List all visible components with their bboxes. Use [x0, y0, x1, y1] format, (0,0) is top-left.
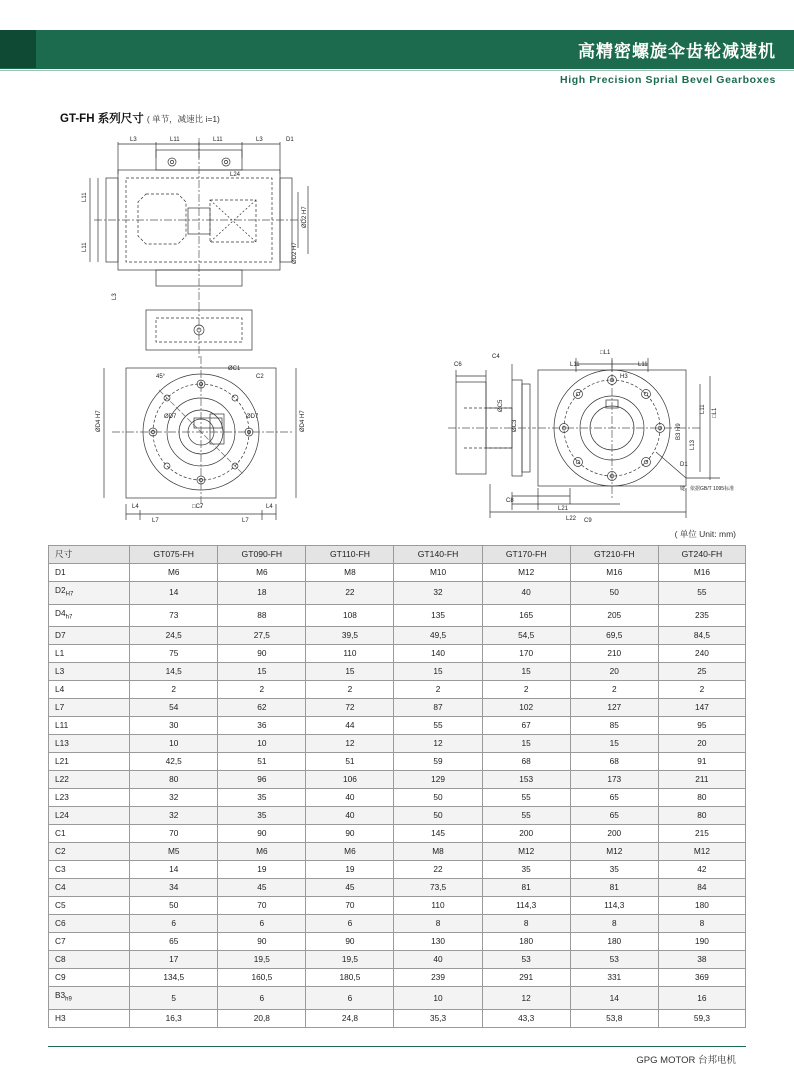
- svg-text:□C7: □C7: [192, 504, 204, 510]
- table-cell: 110: [394, 897, 482, 915]
- table-cell: 160,5: [218, 969, 306, 987]
- table-cell: 55: [394, 717, 482, 735]
- table-cell: M10: [394, 564, 482, 582]
- table-cell: 34: [130, 879, 218, 897]
- table-cell: 88: [218, 604, 306, 627]
- table-row: [49, 987, 746, 1010]
- svg-text:□L1: □L1: [712, 407, 718, 418]
- table-cell: 17: [130, 951, 218, 969]
- header-divider-light: [0, 70, 794, 71]
- table-cell: M6: [218, 564, 306, 582]
- table-cell: 65: [570, 789, 658, 807]
- table-cell: 10: [130, 735, 218, 753]
- svg-text:ØD4 H7: ØD4 H7: [96, 410, 102, 432]
- table-cell: 69,5: [570, 627, 658, 645]
- table-row: [49, 753, 746, 771]
- table-cell: 331: [570, 969, 658, 987]
- table-cell: 35: [482, 861, 570, 879]
- table-cell: 6: [218, 915, 306, 933]
- col-header-gt140: GT140-FH: [394, 546, 482, 564]
- table-cell: M12: [658, 843, 745, 861]
- table-cell: M5: [130, 843, 218, 861]
- table-cell: 6: [306, 915, 394, 933]
- table-cell: 53: [570, 951, 658, 969]
- table-cell: 127: [570, 699, 658, 717]
- table-cell: M6: [218, 843, 306, 861]
- table-cell: 134,5: [130, 969, 218, 987]
- table-cell: 114,3: [570, 897, 658, 915]
- table-cell: 72: [306, 699, 394, 717]
- svg-text:L22: L22: [566, 516, 577, 522]
- table-cell: 40: [306, 807, 394, 825]
- header-title-cn: 高精密螺旋伞齿轮减速机: [578, 42, 776, 62]
- table-cell: 15: [570, 735, 658, 753]
- table-cell: 10: [394, 987, 482, 1010]
- svg-text:L21: L21: [558, 506, 569, 512]
- svg-text:ØD2 H7: ØD2 H7: [292, 242, 298, 264]
- table-row: [49, 789, 746, 807]
- col-header-gt090: GT090-FH: [218, 546, 306, 564]
- table-cell: 90: [218, 645, 306, 663]
- table-cell: 80: [130, 771, 218, 789]
- section-title-text: GT-FH 系列尺寸: [60, 113, 144, 125]
- table-cell: 45: [218, 879, 306, 897]
- table-cell: M12: [570, 843, 658, 861]
- technical-drawing: [60, 132, 736, 522]
- table-cell: 38: [658, 951, 745, 969]
- svg-text:B3 H9: B3 H9: [676, 423, 682, 440]
- table-cell: M12: [482, 564, 570, 582]
- table-cell: 200: [570, 825, 658, 843]
- table-cell: 170: [482, 645, 570, 663]
- table-cell: 73: [130, 604, 218, 627]
- row-label: C2: [49, 843, 130, 861]
- table-cell: 32: [394, 582, 482, 605]
- table-cell: 80: [658, 807, 745, 825]
- table-cell: 20,8: [218, 1009, 306, 1027]
- table-cell: 32: [130, 789, 218, 807]
- col-header-gt170: GT170-FH: [482, 546, 570, 564]
- table-cell: 5: [130, 987, 218, 1010]
- col-header-dimension: 尺寸: [49, 546, 130, 564]
- table-cell: 35: [218, 807, 306, 825]
- header-dark-accent: [0, 30, 36, 68]
- col-header-gt075: GT075-FH: [130, 546, 218, 564]
- table-cell: 84,5: [658, 627, 745, 645]
- table-cell: 114,3: [482, 897, 570, 915]
- table-cell: 40: [394, 951, 482, 969]
- table-cell: 2: [658, 681, 745, 699]
- table-cell: 90: [218, 933, 306, 951]
- table-cell: 215: [658, 825, 745, 843]
- table-cell: 8: [394, 915, 482, 933]
- table-cell: 65: [570, 807, 658, 825]
- table-cell: 18: [218, 582, 306, 605]
- table-row: [49, 663, 746, 681]
- table-cell: 36: [218, 717, 306, 735]
- table-cell: 15: [218, 663, 306, 681]
- table-cell: 19: [306, 861, 394, 879]
- table-cell: 19,5: [218, 951, 306, 969]
- table-cell: 32: [130, 807, 218, 825]
- table-row: [49, 699, 746, 717]
- row-label: C6: [49, 915, 130, 933]
- table-cell: 135: [394, 604, 482, 627]
- table-cell: 200: [482, 825, 570, 843]
- table-cell: 12: [306, 735, 394, 753]
- section-title: [60, 110, 220, 126]
- drawing-svg: [60, 132, 736, 522]
- row-label: C1: [49, 825, 130, 843]
- table-cell: 2: [306, 681, 394, 699]
- table-cell: 10: [218, 735, 306, 753]
- svg-text:L13: L13: [690, 439, 696, 450]
- page-header: [0, 30, 794, 68]
- table-cell: 20: [658, 735, 745, 753]
- row-label: C3: [49, 861, 130, 879]
- table-cell: 6: [218, 987, 306, 1010]
- svg-text:C2: C2: [256, 374, 264, 380]
- table-cell: 205: [570, 604, 658, 627]
- footer-text: GPG MOTOR 台邦电机: [636, 1055, 736, 1066]
- table-cell: 129: [394, 771, 482, 789]
- table-row: [49, 582, 746, 605]
- table-cell: 24,5: [130, 627, 218, 645]
- svg-text:键、依据GB/T 1095标准: 键、依据GB/T 1095标准: [680, 486, 735, 492]
- table-row: [49, 681, 746, 699]
- header-divider: [0, 68, 794, 69]
- table-cell: 50: [394, 807, 482, 825]
- table-row: [49, 717, 746, 735]
- svg-text:L11: L11: [170, 137, 180, 143]
- table-cell: 70: [218, 897, 306, 915]
- svg-text:ØD4 H7: ØD4 H7: [300, 410, 306, 432]
- col-header-gt110: GT110-FH: [306, 546, 394, 564]
- table-cell: 68: [482, 753, 570, 771]
- table-cell: 2: [394, 681, 482, 699]
- table-cell: 6: [130, 915, 218, 933]
- table-cell: 50: [394, 789, 482, 807]
- svg-text:L7: L7: [152, 518, 159, 522]
- table-cell: 190: [658, 933, 745, 951]
- row-label: L1: [49, 645, 130, 663]
- svg-text:L11: L11: [570, 362, 580, 368]
- table-row: [49, 897, 746, 915]
- table-cell: 35,3: [394, 1009, 482, 1027]
- table-row: [49, 915, 746, 933]
- table-row: [49, 627, 746, 645]
- table-row: [49, 735, 746, 753]
- row-label: L21: [49, 753, 130, 771]
- row-label: D1: [49, 564, 130, 582]
- table-cell: 173: [570, 771, 658, 789]
- svg-text:L24: L24: [230, 172, 241, 178]
- table-cell: 51: [218, 753, 306, 771]
- svg-text:ØC5: ØC5: [498, 399, 504, 412]
- table-cell: 15: [482, 663, 570, 681]
- table-cell: 67: [482, 717, 570, 735]
- table-cell: 210: [570, 645, 658, 663]
- table-cell: M6: [306, 843, 394, 861]
- row-label: C8: [49, 951, 130, 969]
- table-cell: 291: [482, 969, 570, 987]
- table-cell: 40: [306, 789, 394, 807]
- row-label: $D2_{H7}$: [49, 582, 130, 605]
- table-cell: 84: [658, 879, 745, 897]
- svg-text:L3: L3: [112, 293, 118, 300]
- table-cell: 45: [306, 879, 394, 897]
- row-label: L11: [49, 717, 130, 735]
- table-cell: M16: [570, 564, 658, 582]
- svg-text:C8: C8: [506, 498, 514, 504]
- table-cell: 49,5: [394, 627, 482, 645]
- table-cell: 42: [658, 861, 745, 879]
- spec-table-wrap: [48, 545, 746, 1028]
- table-cell: 147: [658, 699, 745, 717]
- table-cell: M12: [482, 843, 570, 861]
- table-cell: 180: [482, 933, 570, 951]
- table-cell: 110: [306, 645, 394, 663]
- row-label: C4: [49, 879, 130, 897]
- table-cell: 369: [658, 969, 745, 987]
- table-cell: 81: [570, 879, 658, 897]
- table-cell: 50: [570, 582, 658, 605]
- table-cell: 53: [482, 951, 570, 969]
- row-label: L7: [49, 699, 130, 717]
- svg-text:D1: D1: [286, 137, 294, 143]
- table-cell: 22: [306, 582, 394, 605]
- table-cell: 22: [394, 861, 482, 879]
- table-cell: 91: [658, 753, 745, 771]
- table-cell: 16: [658, 987, 745, 1010]
- row-label: D7: [49, 627, 130, 645]
- table-row: [49, 843, 746, 861]
- svg-text:ØC1: ØC1: [228, 366, 241, 372]
- table-cell: 19,5: [306, 951, 394, 969]
- table-cell: 50: [130, 897, 218, 915]
- table-cell: 14: [130, 861, 218, 879]
- table-cell: 90: [306, 933, 394, 951]
- svg-text:L11: L11: [82, 192, 88, 202]
- table-cell: M8: [306, 564, 394, 582]
- table-cell: 59: [394, 753, 482, 771]
- table-cell: 40: [482, 582, 570, 605]
- row-label-subscript: H7: [65, 591, 74, 598]
- table-cell: M8: [394, 843, 482, 861]
- table-cell: 90: [218, 825, 306, 843]
- table-row: [49, 951, 746, 969]
- table-cell: 180: [658, 897, 745, 915]
- table-cell: 239: [394, 969, 482, 987]
- svg-text:D1: D1: [680, 462, 688, 468]
- table-row: [49, 825, 746, 843]
- table-cell: 145: [394, 825, 482, 843]
- row-label: C7: [49, 933, 130, 951]
- table-cell: M6: [130, 564, 218, 582]
- table-cell: 30: [130, 717, 218, 735]
- svg-text:ØD7: ØD7: [164, 414, 177, 420]
- table-cell: 55: [658, 582, 745, 605]
- table-cell: 80: [658, 789, 745, 807]
- svg-text:C6: C6: [454, 362, 462, 368]
- svg-text:L3: L3: [256, 137, 263, 143]
- table-cell: 43,3: [482, 1009, 570, 1027]
- spec-table: [48, 545, 746, 1028]
- table-cell: 70: [130, 825, 218, 843]
- table-row: [49, 807, 746, 825]
- table-cell: 39,5: [306, 627, 394, 645]
- table-cell: 54,5: [482, 627, 570, 645]
- table-cell: 62: [218, 699, 306, 717]
- table-cell: 90: [306, 825, 394, 843]
- row-label: H3: [49, 1009, 130, 1027]
- row-label: C9: [49, 969, 130, 987]
- table-row: [49, 771, 746, 789]
- svg-text:L7: L7: [242, 518, 249, 522]
- table-cell: 15: [306, 663, 394, 681]
- table-cell: 108: [306, 604, 394, 627]
- table-cell: 14,5: [130, 663, 218, 681]
- table-cell: 211: [658, 771, 745, 789]
- table-cell: 54: [130, 699, 218, 717]
- table-cell: 15: [394, 663, 482, 681]
- table-cell: 53,8: [570, 1009, 658, 1027]
- table-row: [49, 969, 746, 987]
- row-label-subscript: h9: [65, 996, 72, 1003]
- row-label: L3: [49, 663, 130, 681]
- svg-text:L11: L11: [638, 362, 648, 368]
- svg-text:L3: L3: [130, 137, 137, 143]
- table-cell: 70: [306, 897, 394, 915]
- table-cell: 95: [658, 717, 745, 735]
- table-cell: 25: [658, 663, 745, 681]
- table-cell: 44: [306, 717, 394, 735]
- table-cell: 75: [130, 645, 218, 663]
- svg-text:45°: 45°: [156, 374, 166, 380]
- svg-text:L4: L4: [132, 504, 139, 510]
- table-cell: 14: [130, 582, 218, 605]
- svg-text:ØC3: ØC3: [512, 419, 518, 432]
- unit-note: ( 单位 Unit: mm): [674, 529, 736, 539]
- table-cell: 65: [130, 933, 218, 951]
- table-row: [49, 564, 746, 582]
- table-cell: 19: [218, 861, 306, 879]
- table-cell: 85: [570, 717, 658, 735]
- svg-text:H3: H3: [620, 374, 628, 380]
- row-label: L13: [49, 735, 130, 753]
- table-cell: 240: [658, 645, 745, 663]
- svg-text:C4: C4: [492, 354, 500, 360]
- table-cell: 12: [394, 735, 482, 753]
- table-cell: 180,5: [306, 969, 394, 987]
- table-cell: 102: [482, 699, 570, 717]
- col-header-gt240: GT240-FH: [658, 546, 745, 564]
- table-cell: 180: [570, 933, 658, 951]
- svg-text:L11: L11: [700, 404, 706, 414]
- table-cell: 2: [130, 681, 218, 699]
- table-cell: 16,3: [130, 1009, 218, 1027]
- spec-table-body: [49, 564, 746, 1028]
- col-header-gt210: GT210-FH: [570, 546, 658, 564]
- row-label-subscript: h7: [65, 614, 73, 621]
- table-cell: 81: [482, 879, 570, 897]
- table-cell: 8: [570, 915, 658, 933]
- table-row: [49, 879, 746, 897]
- table-cell: 153: [482, 771, 570, 789]
- table-cell: 55: [482, 789, 570, 807]
- table-row: [49, 604, 746, 627]
- table-cell: 27,5: [218, 627, 306, 645]
- table-cell: 8: [658, 915, 745, 933]
- table-cell: 20: [570, 663, 658, 681]
- table-cell: 6: [306, 987, 394, 1010]
- svg-text:ØD7: ØD7: [246, 414, 259, 420]
- table-cell: 55: [482, 807, 570, 825]
- svg-text:L4: L4: [266, 504, 273, 510]
- table-row: [49, 933, 746, 951]
- table-cell: 106: [306, 771, 394, 789]
- table-cell: 96: [218, 771, 306, 789]
- table-cell: 87: [394, 699, 482, 717]
- table-row: [49, 645, 746, 663]
- table-cell: 140: [394, 645, 482, 663]
- table-cell: 35: [570, 861, 658, 879]
- table-cell: 51: [306, 753, 394, 771]
- table-header-row: [49, 546, 746, 564]
- row-label: L23: [49, 789, 130, 807]
- table-cell: 165: [482, 604, 570, 627]
- table-cell: 2: [218, 681, 306, 699]
- section-subtitle: ( 单节，减速比 i=1): [146, 114, 220, 124]
- row-label: $B3_{h9}$: [49, 987, 130, 1010]
- table-cell: 15: [482, 735, 570, 753]
- table-cell: 2: [482, 681, 570, 699]
- row-label: L24: [49, 807, 130, 825]
- table-cell: 68: [570, 753, 658, 771]
- svg-text:C9: C9: [584, 518, 592, 522]
- table-row: [49, 1009, 746, 1027]
- row-label: C5: [49, 897, 130, 915]
- table-cell: 73,5: [394, 879, 482, 897]
- header-title-en: High Precision Sprial Bevel Gearboxes: [560, 74, 776, 86]
- table-cell: 42,5: [130, 753, 218, 771]
- table-cell: 235: [658, 604, 745, 627]
- table-row: [49, 861, 746, 879]
- table-cell: 14: [570, 987, 658, 1010]
- row-label: L22: [49, 771, 130, 789]
- table-cell: 35: [218, 789, 306, 807]
- table-cell: 130: [394, 933, 482, 951]
- table-cell: 2: [570, 681, 658, 699]
- svg-text:ØD2 H7: ØD2 H7: [302, 206, 308, 228]
- row-label: L4: [49, 681, 130, 699]
- svg-text:L11: L11: [213, 137, 223, 143]
- table-cell: 8: [482, 915, 570, 933]
- table-cell: 12: [482, 987, 570, 1010]
- row-label: $D4_{h7}$: [49, 604, 130, 627]
- table-cell: M16: [658, 564, 745, 582]
- svg-text:L11: L11: [82, 242, 88, 252]
- footer-divider: [48, 1046, 746, 1047]
- svg-text:□L1: □L1: [600, 350, 611, 356]
- table-cell: 59,3: [658, 1009, 745, 1027]
- table-cell: 24,8: [306, 1009, 394, 1027]
